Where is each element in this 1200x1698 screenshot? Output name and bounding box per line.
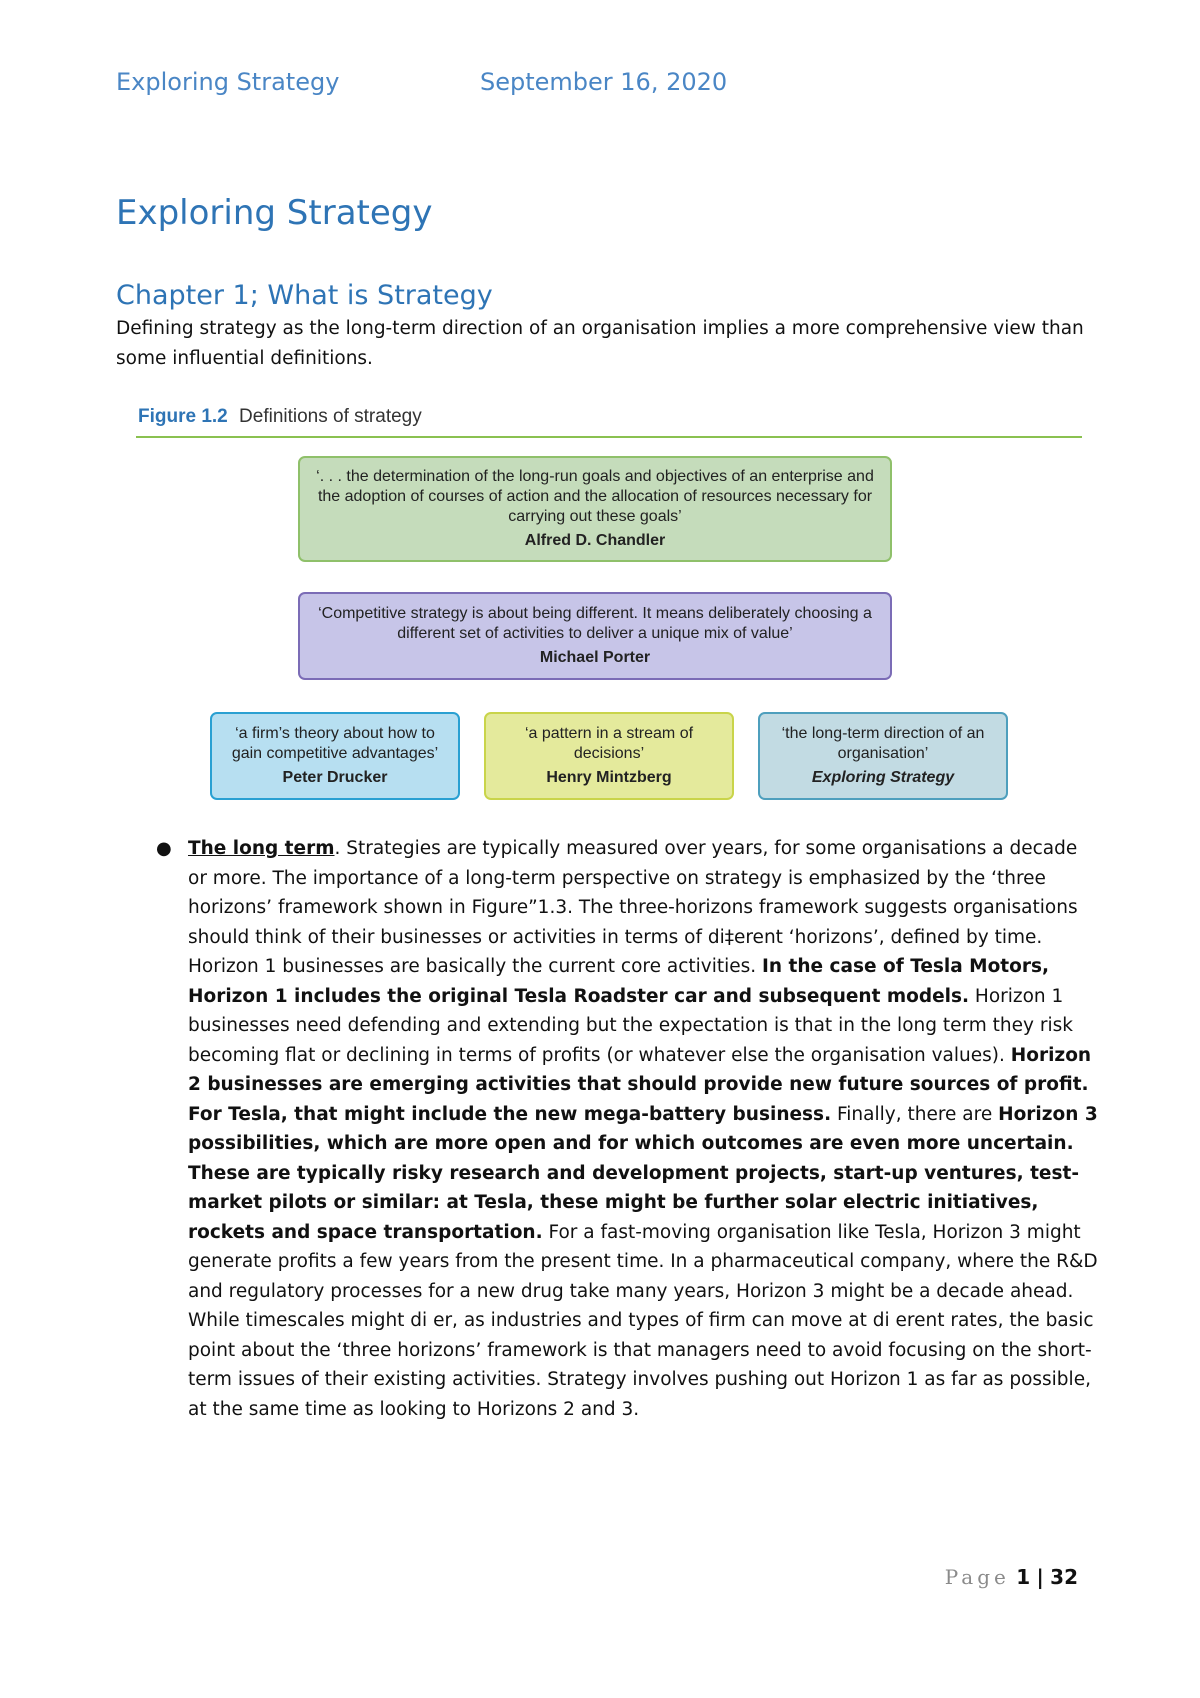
definition-author: Michael Porter — [539, 649, 651, 666]
definition-quote: ‘the long-term direction of an organisation’ — [781, 725, 985, 762]
definition-box-porter — [298, 592, 892, 680]
page-label: Page — [944, 1565, 1010, 1589]
page-footer — [700, 1565, 1078, 1589]
definition-quote: ‘Competitive strategy is about being different. It means deliberately choosing a different set of activities to deliver a unique mix of value’ — [318, 605, 872, 642]
bullet-term: The long term — [188, 838, 335, 859]
bullet-list — [116, 834, 1100, 1424]
definition-quote: ‘a firm’s theory about how to gain competitive advantages’ — [231, 725, 439, 762]
document-title: Exploring Strategy — [116, 193, 433, 233]
figure-caption-text: Definitions of strategy — [239, 406, 422, 427]
header-date: September 16, 2020 — [480, 68, 728, 96]
bullet-bold-text: In the case of Tesla Motors, Horizon 1 includes the original Tesla Roadster car and subsequent models. — [188, 956, 1050, 1007]
definition-box-exploring-strategy — [758, 712, 1008, 800]
definition-box-chandler — [298, 456, 892, 562]
definition-author: Alfred D. Chandler — [524, 532, 666, 549]
definition-box-drucker — [210, 712, 460, 800]
bullet-text: For a fast-moving organisation like Tesla, Horizon 3 might generate profits a few years from the present time. In a pharmaceutical company, where the R&D and regulatory processes for a new drug take many years, Horizon 3 might be a decade ahead. While timescales might di er, as industries and types of firm can move at di erent rates, the basic point about the ‘three horizons’ framework is that managers need to avoid focusing on the short-term issues of their existing activities. Strategy involves pushing out Horizon 1 as far as possible, at the same time as looking to Horizons 2 and 3. — [188, 1221, 1098, 1420]
bullet-text: . Strategies are typically measured over years, for some organisations a decade or more. The importance of a long-term perspective on strategy is emphasized by the ‘three horizons’ framework shown in Figure”1.3. The three-horizons framework suggests organisations should think of their businesses or activities in terms of di‡erent ‘horizons’, defined by time. Horizon 1 businesses are basically the current core activities. — [188, 838, 1078, 977]
page-separator: | — [1036, 1565, 1044, 1589]
figure-definitions-of-strategy — [136, 400, 1086, 810]
chapter-title: Chapter 1; What is Strategy — [116, 280, 493, 311]
definition-author: Henry Mintzberg — [546, 769, 672, 786]
bullet-text: Finally, there are — [831, 1103, 999, 1125]
total-pages: 32 — [1050, 1565, 1078, 1589]
bullet-bold-text: Horizon 2 businesses are emerging activities that should provide new future sources of profit. For Tesla, that might include the new mega-battery business. — [188, 1044, 1092, 1125]
definition-quote: ‘. . . the determination of the long-run goals and objectives of an enterprise and the adoption of courses of action and the allocation of resources necessary for carrying out these goals’ — [316, 468, 874, 525]
list-item — [116, 834, 1100, 1424]
header-title: Exploring Strategy — [116, 68, 340, 96]
figure-caption — [138, 406, 422, 428]
definition-quote: ‘a pattern in a stream of decisions’ — [524, 725, 694, 762]
definition-author: Peter Drucker — [282, 769, 388, 786]
bullet-icon: ● — [156, 838, 172, 859]
intro-paragraph: Defining strategy as the long-term direction of an organisation implies a more comprehensive view than some influential definitions. — [116, 318, 1084, 369]
definition-author: Exploring Strategy — [811, 769, 955, 786]
bullet-bold-text: Horizon 3 possibilities, which are more open and for which outcomes are even more uncertain. These are typically risky research and development projects, start-up ventures, test-market pilots or similar: at Tesla, these might be further solar electric initiatives, rockets and space transportation. — [188, 1103, 1098, 1243]
definition-box-mintzberg — [484, 712, 734, 800]
figure-number: Figure 1.2 — [138, 406, 228, 427]
page-number: 1 — [1016, 1565, 1031, 1589]
running-header — [116, 68, 1096, 108]
figure-divider — [136, 436, 1082, 438]
bullet-text: Horizon 1 businesses need defending and extending but the expectation is that in the long term they risk becoming flat or declining in terms of profits (or whatever else the organisation values). — [188, 985, 1073, 1066]
